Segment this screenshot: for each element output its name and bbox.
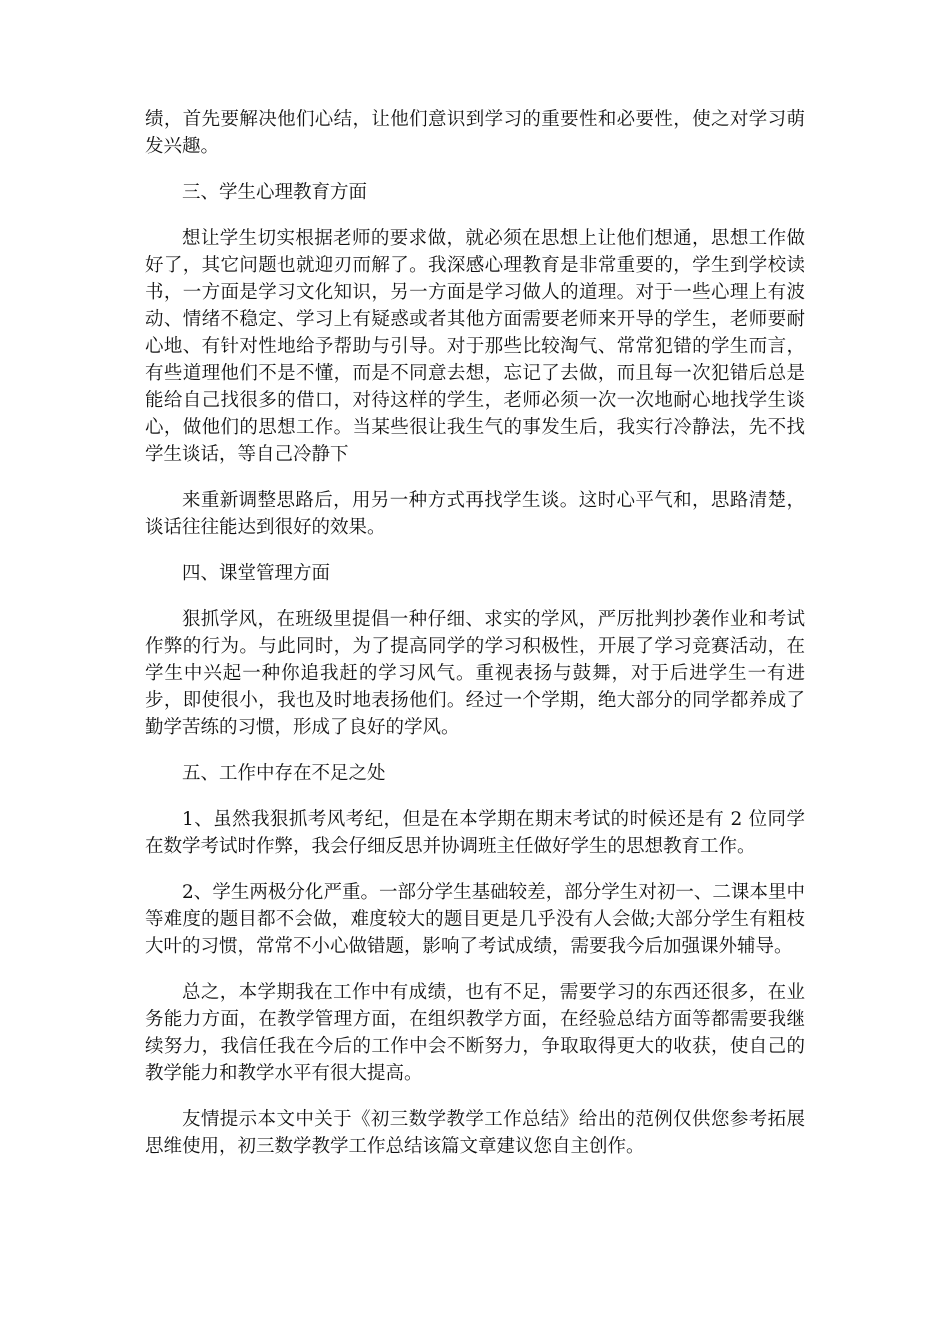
paragraph-notice: 友情提示本文中关于《初三数学教学工作总结》给出的范例仅供您参考拓展思维使用，初三数学教学工作总结该篇文章建议您自主创作。 xyxy=(145,1109,805,1157)
paragraph-continuation: 绩，首先要解决他们心结，让他们意识到学习的重要性和必要性，使之对学习萌发兴趣。 xyxy=(145,109,805,157)
section-heading-shortcomings: 五、工作中存在不足之处 xyxy=(182,763,386,784)
paragraph-psychology: 想让学生切实根据老师的要求做，就必须在思想上让他们想通，思想工作做好了，其它问题也就迎刃而解了。我深感心理教育是非常重要的，学生到学校读书，一方面是学习文化知识，另一方面是学习做人的道理。对于一些心理上有波动、情绪不稳定、学习上有疑惑或者其他方面需要老师来开导的学生，老师要耐心地、有针对性地给予帮助与引导。对于那些比较淘气、常常犯错的学生而言，有些道理他们不是不懂，而是不同意去想，忘记了去做，而且每一次犯错后总是能给自己找很多的借口，对待这样的学生，老师必须一次一次地耐心地找学生谈心，做他们的思想工作。当某些很让我生气的事发生后，我实行冷静法，先不找学生谈话，等自己冷静下 xyxy=(145,228,805,465)
section-heading-classroom: 四、课堂管理方面 xyxy=(182,563,331,584)
document-page xyxy=(145,106,805,1179)
paragraph-shortcoming-1: 1、虽然我狠抓考风考纪，但是在本学期在期末考试的时候还是有 2 位同学在数学考试时作弊，我会仔细反思并协调班主任做好学生的思想教育工作。 xyxy=(145,809,805,857)
paragraph-classroom: 狠抓学风，在班级里提倡一种仔细、求实的学风，严厉批判抄袭作业和考试作弊的行为。与此同时，为了提高同学的学习积极性，开展了学习竞赛活动，在学生中兴起一种你追我赶的学习风气。重视表扬与鼓舞，对于后进学生一有进步，即使很小，我也及时地表扬他们。经过一个学期，绝大部分的同学都养成了勤学苦练的习惯，形成了良好的学风。 xyxy=(145,609,805,738)
paragraph-shortcoming-2: 2、学生两极分化严重。一部分学生基础较差，部分学生对初一、二课本里中等难度的题目都不会做，难度较大的题目更是几乎没有人会做;大部分学生有粗枝大叶的习惯，常常不小心做错题，影响了考试成绩，需要我今后加强课外辅导。 xyxy=(145,882,805,957)
paragraph-summary: 总之，本学期我在工作中有成绩，也有不足，需要学习的东西还很多，在业务能力方面，在教学管理方面，在组织教学方面，在经验总结方面等都需要我继续努力，我信任我在今后的工作中会不断努力，争取取得更大的收获，使自己的教学能力和教学水平有很大提高。 xyxy=(145,982,805,1084)
paragraph-psychology-cont: 来重新调整思路后，用另一种方式再找学生谈。这时心平气和，思路清楚，谈话往往能达到很好的效果。 xyxy=(145,490,805,538)
section-heading-psychology: 三、学生心理教育方面 xyxy=(182,182,368,203)
